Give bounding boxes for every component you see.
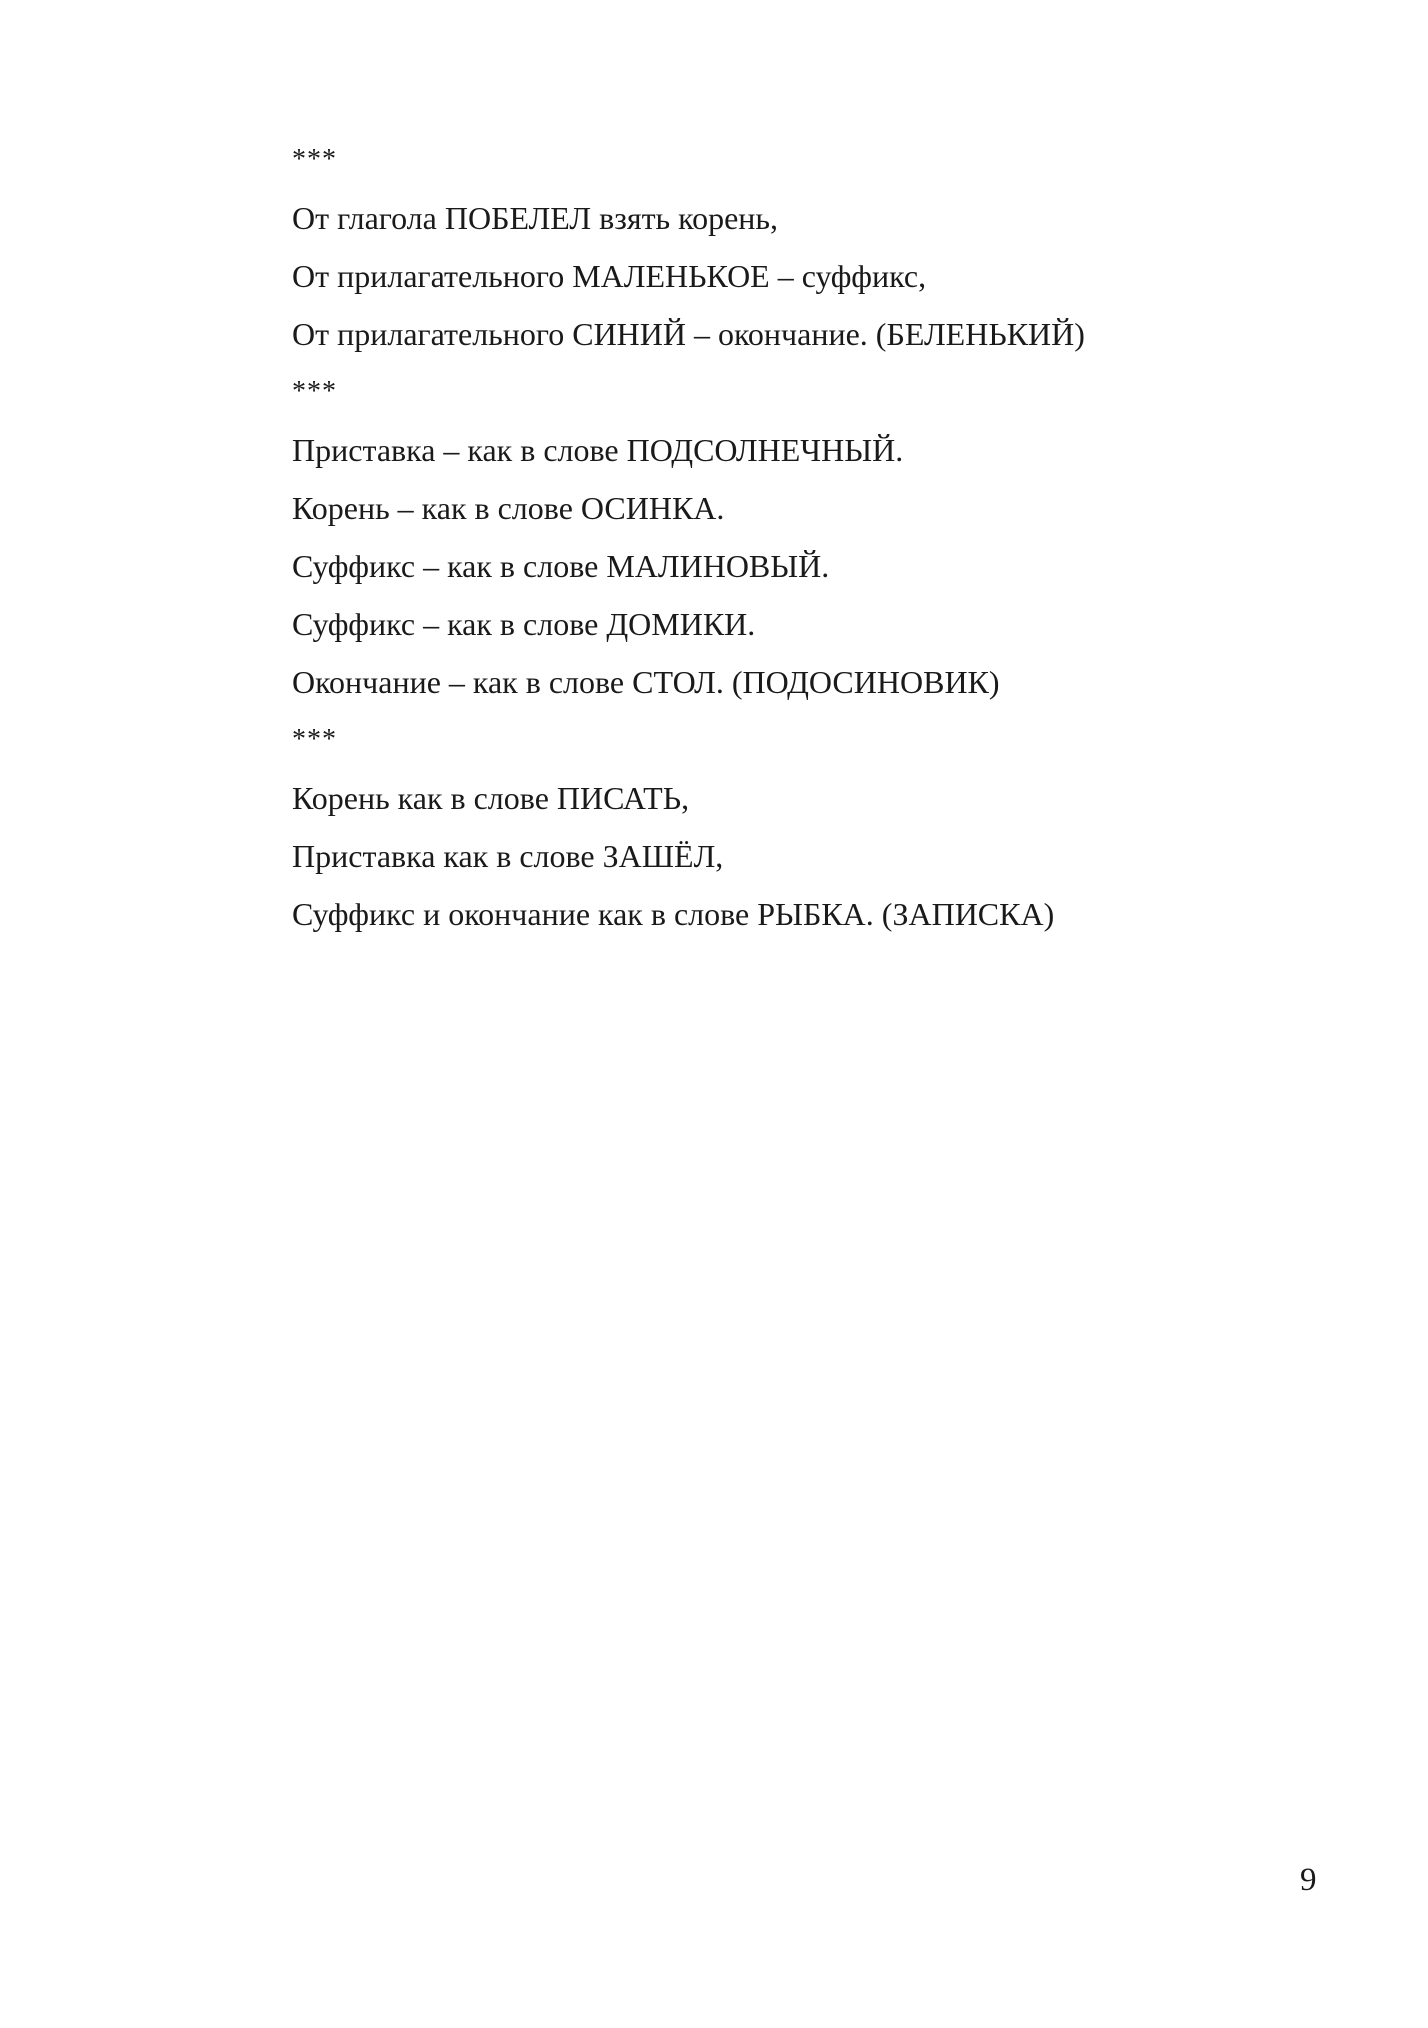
section-separator: *** [292,724,337,755]
text-line: Суффикс и окончание как в слове РЫБКА. (ЗАПИСКА) [292,896,1055,932]
page-number: 9 [1300,1862,1317,1898]
text-line: От прилагательного СИНИЙ – окончание. (БЕЛЕНЬКИЙ) [292,316,1085,352]
text-line: Суффикс – как в слове ДОМИКИ. [292,606,756,642]
section-separator: *** [292,144,337,175]
text-line: От глагола ПОБЕЛЕЛ взять корень, [292,200,778,236]
section-separator: *** [292,376,337,407]
text-line: Приставка – как в слове ПОДСОЛНЕЧНЫЙ. [292,432,904,468]
text-line: Суффикс – как в слове МАЛИНОВЫЙ. [292,548,830,584]
riddle-text-block [292,136,1292,948]
text-line: Окончание – как в слове СТОЛ. (ПОДОСИНОВИК) [292,664,1000,700]
text-line: От прилагательного МАЛЕНЬКОЕ – суффикс, [292,258,927,294]
text-line: Корень как в слове ПИСАТЬ, [292,780,690,816]
text-line: Корень – как в слове ОСИНКА. [292,490,725,526]
text-line: Приставка как в слове ЗАШЁЛ, [292,838,724,874]
